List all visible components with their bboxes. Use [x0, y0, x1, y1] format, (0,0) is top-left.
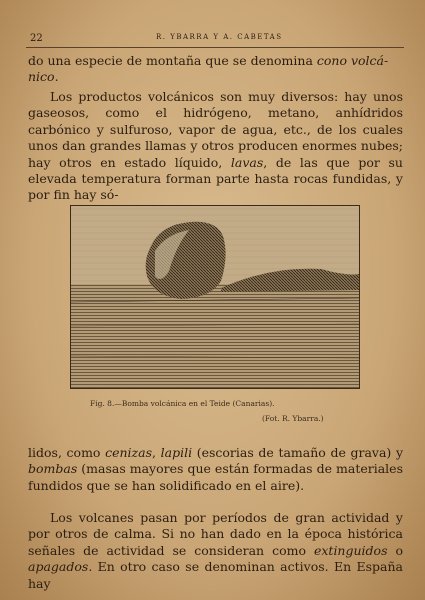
page-header: [26, 33, 406, 47]
running-head: R. YBARRA Y A. CABETAS: [156, 33, 283, 41]
p1-text-2: .: [54, 69, 59, 85]
p4-text-1: Los volcanes pasan por períodos de gran actividad y por otros de calma. Si no han dado en la época histórica señales de actividad se consideran como: [28, 510, 403, 558]
p3-text-3: (escorias de tamaño de grava) y: [192, 445, 404, 460]
header-rule: [26, 47, 404, 48]
figure-credit: (Fot. R. Ybarra.): [262, 414, 324, 423]
p1-italic-1: cono volcá-: [316, 53, 389, 68]
p1-text-1: do una especie de montaña que se denomina: [28, 53, 317, 68]
p3-italic-1: cenizas: [105, 445, 152, 460]
p4-text-2: o: [387, 542, 403, 558]
p4-text-3: . En otro caso se denominan activos. En España hay: [28, 559, 403, 591]
p1-italic-2: nico: [28, 69, 55, 85]
p3-italic-2: lapili: [160, 445, 193, 460]
paragraph-2: [28, 89, 403, 204]
p4-italic-1: extinguidos: [313, 542, 388, 558]
volcanic-bomb-illustration: [71, 206, 359, 388]
p4-italic-2: apagados: [28, 559, 89, 575]
p2-italic-1: lavas: [230, 154, 264, 170]
paragraph-4: [28, 510, 403, 592]
figure-photo-volcanic-bomb: [70, 205, 360, 389]
p2-text-2: , de las que por su elevada temperatura forman parte hasta rocas fundidas, y por fin hay só-: [28, 154, 403, 203]
p3-text-1: lidos, como: [28, 445, 106, 460]
p2-text-1: Los productos volcánicos son muy diversos: hay unos gaseosos, como el hidrógeno, metano, anhídridos carbónico y sulfuroso, vapor de agua, etc., de los cuales unos dan grandes llamas y otros producen enormes nubes; hay otros en estado líquido,: [28, 89, 403, 170]
paragraph-1: [28, 53, 403, 86]
page-number: 22: [30, 33, 43, 44]
p3-text-2: ,: [152, 445, 161, 460]
p3-text-4: (masas mayores que están formadas de materiales fundidos que se han solidificado en el aire).: [28, 461, 403, 493]
paragraph-3: [28, 445, 403, 494]
figure-caption: Fig. 8.—Bomba volcánica en el Teide (Canarias).: [90, 399, 275, 408]
p3-italic-3: bombas: [28, 461, 78, 477]
